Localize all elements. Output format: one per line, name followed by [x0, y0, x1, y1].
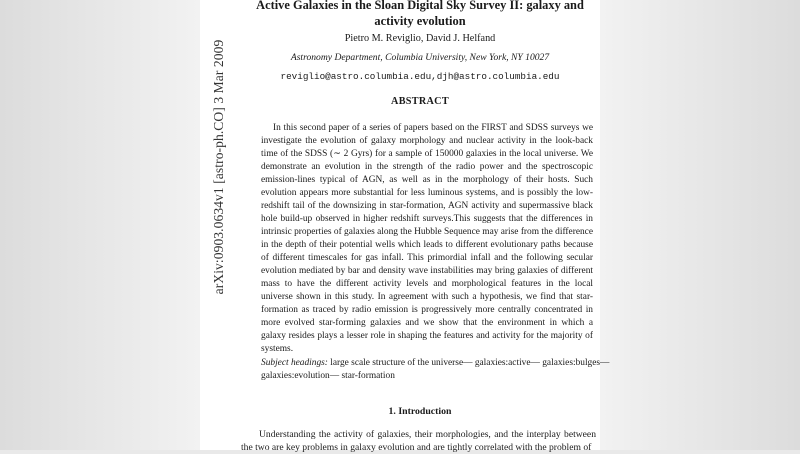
paper-title: Active Galaxies in the Sloan Digital Sky Survey II: galaxy and activity evolution: [256, 0, 584, 28]
affiliation: Astronomy Department, Columbia University, New York, NY 10027: [290, 52, 550, 63]
arxiv-id: arXiv:0903.0634v1 [astro-ph.CO] 3 Mar 2009: [211, 39, 226, 295]
subject-headings-label: Subject headings:: [261, 358, 328, 368]
abstract-heading: ABSTRACT: [391, 96, 449, 107]
author-emails: reviglio@astro.columbia.edu,djh@astro.columbia.edu: [280, 71, 560, 82]
arxiv-stamp: [211, 39, 227, 295]
subject-headings-line1: large scale structure of the universe— galaxies:active— galaxies:bulges—: [327, 358, 610, 368]
introduction-text: Understanding the activity of galaxies, their morphologies, and the interplay between the two are key problems in galaxy evolution and are tightly correlated with the problem of: [241, 429, 596, 453]
subject-headings: [261, 357, 610, 383]
subject-headings-line2: galaxies:evolution— star-formation: [261, 371, 395, 381]
left-background: [0, 0, 200, 450]
section-heading-introduction: 1. Introduction: [388, 406, 452, 417]
authors: Pietro M. Reviglio, David J. Helfand: [344, 33, 496, 44]
abstract-text: In this second paper of a series of papers based on the FIRST and SDSS surveys we investigate the evolution of galaxy morphology and nuclear activity in the look-back time of the SDSS (∼ 2 Gyrs) for a sample of 150000 galaxies in the local universe. We demonstrate an evolution in the strength of the radio power and the spectroscopic emission-lines typical of AGN, as well as in the morphology of their hosts. Such evolution appears more substantial for less luminous systems, and is possibly the low-redshift tail of the downsizing in star-formation, AGN activity and supermassive black hole build-up observed in higher redshift surveys.This suggests that the differences in intrinsic properties of galaxies along the Hubble Sequence may arise from the difference in the depth of their potential wells which leads to different evolutionary paths because of different timescales for gas infall. This primordial infall and the following secular evolution mediated by bar and density wave instabilities may bring galaxies of different mass to have the different activity levels and morphological features in the local universe shown in this study. In agreement with such a hypothesis, we find that star-formation as traced by radio emission is progressively more centrally concentrated in more evolved star-forming galaxies and we show that the environment in which a galaxy resides plays a lesser role in shaping the features and activity for the majority of systems.: [261, 123, 593, 354]
right-background: [600, 0, 800, 450]
